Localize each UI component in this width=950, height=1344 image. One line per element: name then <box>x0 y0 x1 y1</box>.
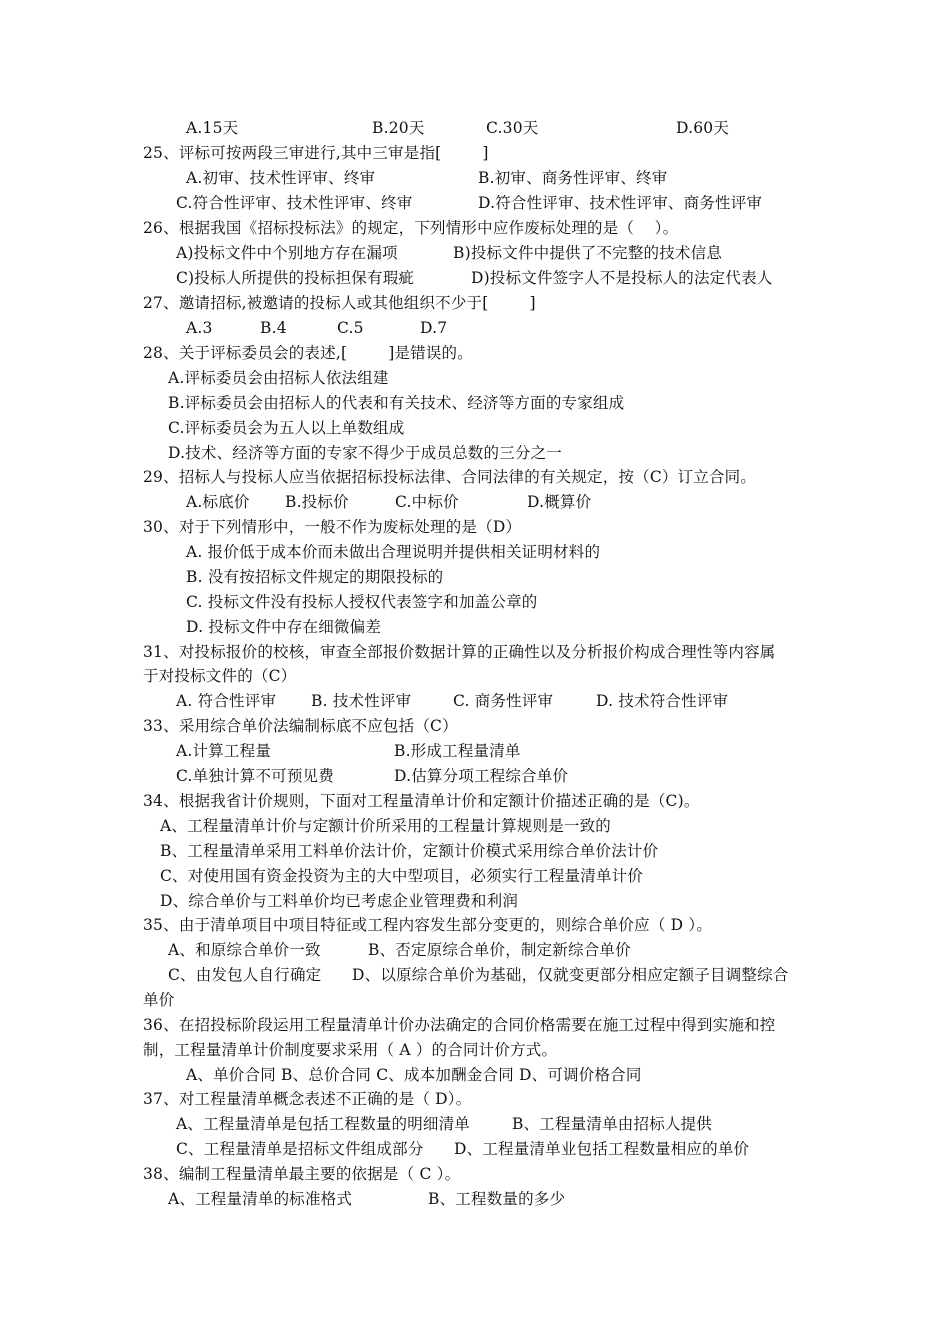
q38-option-b: B、工程数量的多少 <box>428 1190 566 1208</box>
q37-option-c: C、工程量清单是招标文件组成部分 <box>176 1140 424 1158</box>
q28-option-b: B.评标委员会由招标人的代表和有关技术、经济等方面的专家组成 <box>168 394 625 412</box>
q25-option-d: D.符合性评审、技术性评审、商务性评审 <box>478 194 763 212</box>
question-27: 27、邀请招标,被邀请的投标人或其他组织不少于[ ] <box>143 294 536 312</box>
q29-option-d: D.概算价 <box>527 493 592 511</box>
q37-option-b: B、工程量清单由招标人提供 <box>512 1115 712 1133</box>
q36-options: A、单价合同 B、总价合同 C、成本加酬金合同 D、可调价格合同 <box>186 1066 642 1084</box>
q33-option-c: C.单独计算不可预见费 <box>176 767 334 785</box>
question-29: 29、招标人与投标人应当依据招标投标法律、合同法律的有关规定，按（C）订立合同。 <box>143 468 757 486</box>
q31-option-a: A. 符合性评审 <box>176 692 277 710</box>
q33-option-d: D.估算分项工程综合单价 <box>394 767 569 785</box>
q31-option-b: B. 技术性评审 <box>311 692 412 710</box>
q35-option-d-cont: 单价 <box>143 991 175 1009</box>
q33-option-b: B.形成工程量清单 <box>394 742 521 760</box>
q31-option-d: D. 技术符合性评审 <box>596 692 729 710</box>
question-37: 37、对工程量清单概念表述不正确的是（ D）。 <box>143 1090 472 1108</box>
q34-option-c: C、对使用国有资金投资为主的大中型项目，必须实行工程量清单计价 <box>160 867 644 885</box>
q37-option-d: D、工程量清单业包括工程数量相应的单价 <box>454 1140 750 1158</box>
q29-option-b: B.投标价 <box>285 493 349 511</box>
question-31-line-2: 于对投标文件的（C） <box>143 667 297 685</box>
q34-option-d: D、综合单价与工料单价均已考虑企业管理费和利润 <box>160 892 519 910</box>
question-35: 35、由于清单项目中项目特征或工程内容发生部分变更的，则综合单价应（ D ）。 <box>143 916 713 934</box>
question-31-line-1: 31、对投标报价的校核，审查全部报价数据计算的正确性以及分析报价构成合理性等内容属 <box>143 643 776 661</box>
q30-option-d: D. 投标文件中存在细微偏差 <box>186 618 382 636</box>
q35-option-c: C、由发包人自行确定 <box>168 966 322 984</box>
q29-option-c: C.中标价 <box>395 493 459 511</box>
q27-option-a: A.3 <box>186 319 213 337</box>
q25-option-c: C.符合性评审、技术性评审、终审 <box>176 194 413 212</box>
q30-option-a: A. 报价低于成本价而未做出合理说明并提供相关证明材料的 <box>186 543 601 561</box>
q24-option-a: A.15天 <box>186 119 239 137</box>
q31-option-c: C. 商务性评审 <box>453 692 554 710</box>
q35-option-d: D、以原综合单价为基础，仅就变更部分相应定额子目调整综合 <box>352 966 789 984</box>
question-28: 28、关于评标委员会的表述,[ ]是错误的。 <box>143 344 473 362</box>
q27-option-b: B.4 <box>260 319 287 337</box>
q37-option-a: A、工程量清单是包括工程数量的明细清单 <box>176 1115 470 1133</box>
question-25: 25、评标可按两段三审进行,其中三审是指[ ] <box>143 144 489 162</box>
q28-option-a: A.评标委员会由招标人依法组建 <box>168 369 389 387</box>
q34-option-a: A、工程量清单计价与定额计价所采用的工程量计算规则是一致的 <box>160 817 611 835</box>
question-36-line-1: 36、在招投标阶段运用工程量清单计价办法确定的合同价格需要在施工过程中得到实施和控 <box>143 1016 776 1034</box>
question-26: 26、根据我国《招标投标法》的规定，下列情形中应作废标处理的是（ ）。 <box>143 219 679 237</box>
q29-option-a: A.标底价 <box>186 493 250 511</box>
q26-option-a: A)投标文件中个别地方存在漏项 <box>176 244 398 262</box>
q26-option-d: D)投标文件签字人不是投标人的法定代表人 <box>471 269 773 287</box>
q30-option-b: B. 没有按招标文件规定的期限投标的 <box>186 568 444 586</box>
q28-option-c: C.评标委员会为五人以上单数组成 <box>168 419 405 437</box>
q35-option-a: A、和原综合单价一致 <box>168 941 321 959</box>
question-30: 30、对于下列情形中，一般不作为废标处理的是（D） <box>143 518 522 536</box>
q33-option-a: A.计算工程量 <box>176 742 272 760</box>
q38-option-a: A、工程量清单的标准格式 <box>168 1190 353 1208</box>
question-33: 33、采用综合单价法编制标底不应包括（C） <box>143 717 458 735</box>
q35-option-b: B、否定原综合单价，制定新综合单价 <box>368 941 631 959</box>
q27-option-c: C.5 <box>337 319 364 337</box>
question-36-line-2: 制，工程量清单计价制度要求采用（ A ）的合同计价方式。 <box>143 1041 558 1059</box>
q28-option-d: D.技术、经济等方面的专家不得少于成员总数的三分之一 <box>168 444 563 462</box>
q34-option-b: B、工程量清单采用工料单价法计价，定额计价模式采用综合单价法计价 <box>160 842 659 860</box>
q24-option-b: B.20天 <box>372 119 425 137</box>
q25-option-b: B.初审、商务性评审、终审 <box>478 169 668 187</box>
question-38: 38、编制工程量清单最主要的依据是（ C ）。 <box>143 1165 461 1183</box>
q26-option-b: B)投标文件中提供了不完整的技术信息 <box>453 244 723 262</box>
q25-option-a: A.初审、技术性评审、终审 <box>186 169 376 187</box>
q26-option-c: C)投标人所提供的投标担保有瑕疵 <box>176 269 415 287</box>
q24-option-c: C.30天 <box>486 119 539 137</box>
q24-option-d: D.60天 <box>676 119 730 137</box>
q30-option-c: C. 投标文件没有投标人授权代表签字和加盖公章的 <box>186 593 538 611</box>
q27-option-d: D.7 <box>420 319 448 337</box>
question-34: 34、根据我省计价规则，下面对工程量清单计价和定额计价描述正确的是（C)。 <box>143 792 700 810</box>
